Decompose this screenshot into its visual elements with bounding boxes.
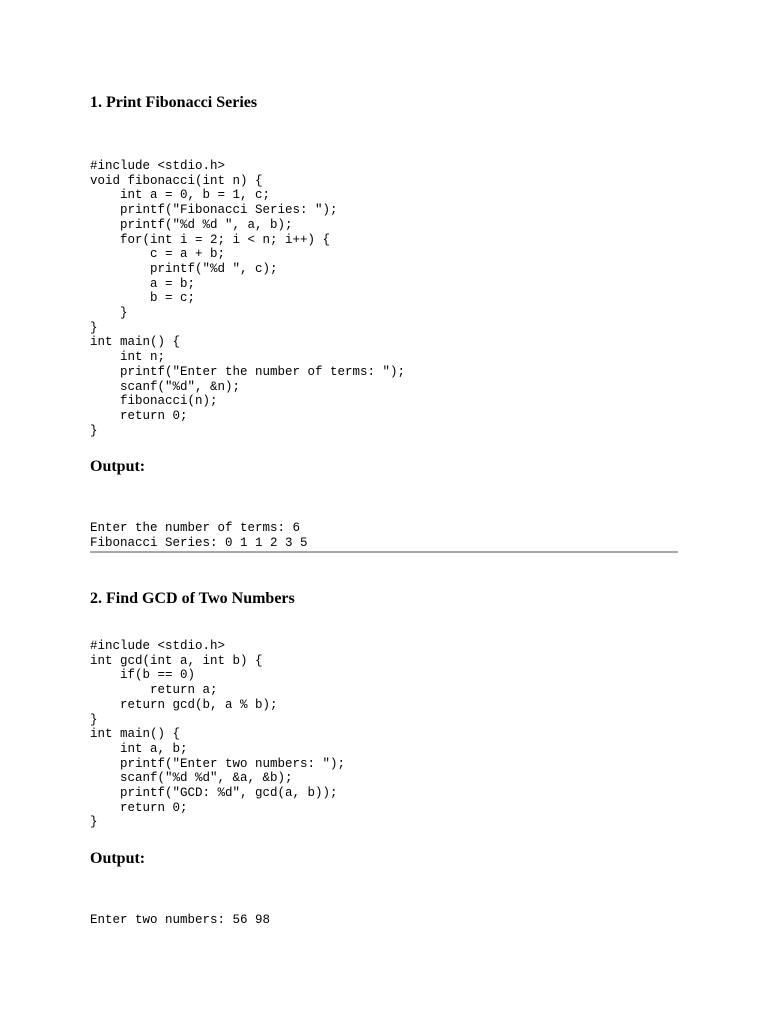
- output-block-gcd: Enter two numbers: 56 98: [90, 913, 271, 927]
- section-title-gcd: 2. Find GCD of Two Numbers: [90, 590, 295, 607]
- code-block-fibonacci: #include <stdio.h> void fibonacci(int n) { int a = 0, b = 1, c; printf("Fibonacci Series: "); printf("%d %d ", a, b); for(int i = 2; i < n; i++) { c = a + b; printf("%d ", c); a = b; b = c; } } int main() { int n; printf("Enter the number of terms: "); scanf("%d", &n); fibonacci(n); return 0; }: [90, 159, 406, 438]
- section-divider: [90, 551, 678, 553]
- output-block-fibonacci: Enter the number of terms: 6 Fibonacci Series: 0 1 1 2 3 5: [90, 521, 308, 550]
- section-title-fibonacci: 1. Print Fibonacci Series: [90, 94, 258, 111]
- code-block-gcd: #include <stdio.h> int gcd(int a, int b) { if(b == 0) return a; return gcd(b, a % b); } int main() { int a, b; printf("Enter two numbers: "); scanf("%d %d", &a, &b); printf("GCD: %d", gcd(a, b)); return 0; }: [90, 639, 346, 830]
- output-label-gcd: Output:: [90, 850, 146, 867]
- output-label-fibonacci: Output:: [90, 458, 146, 475]
